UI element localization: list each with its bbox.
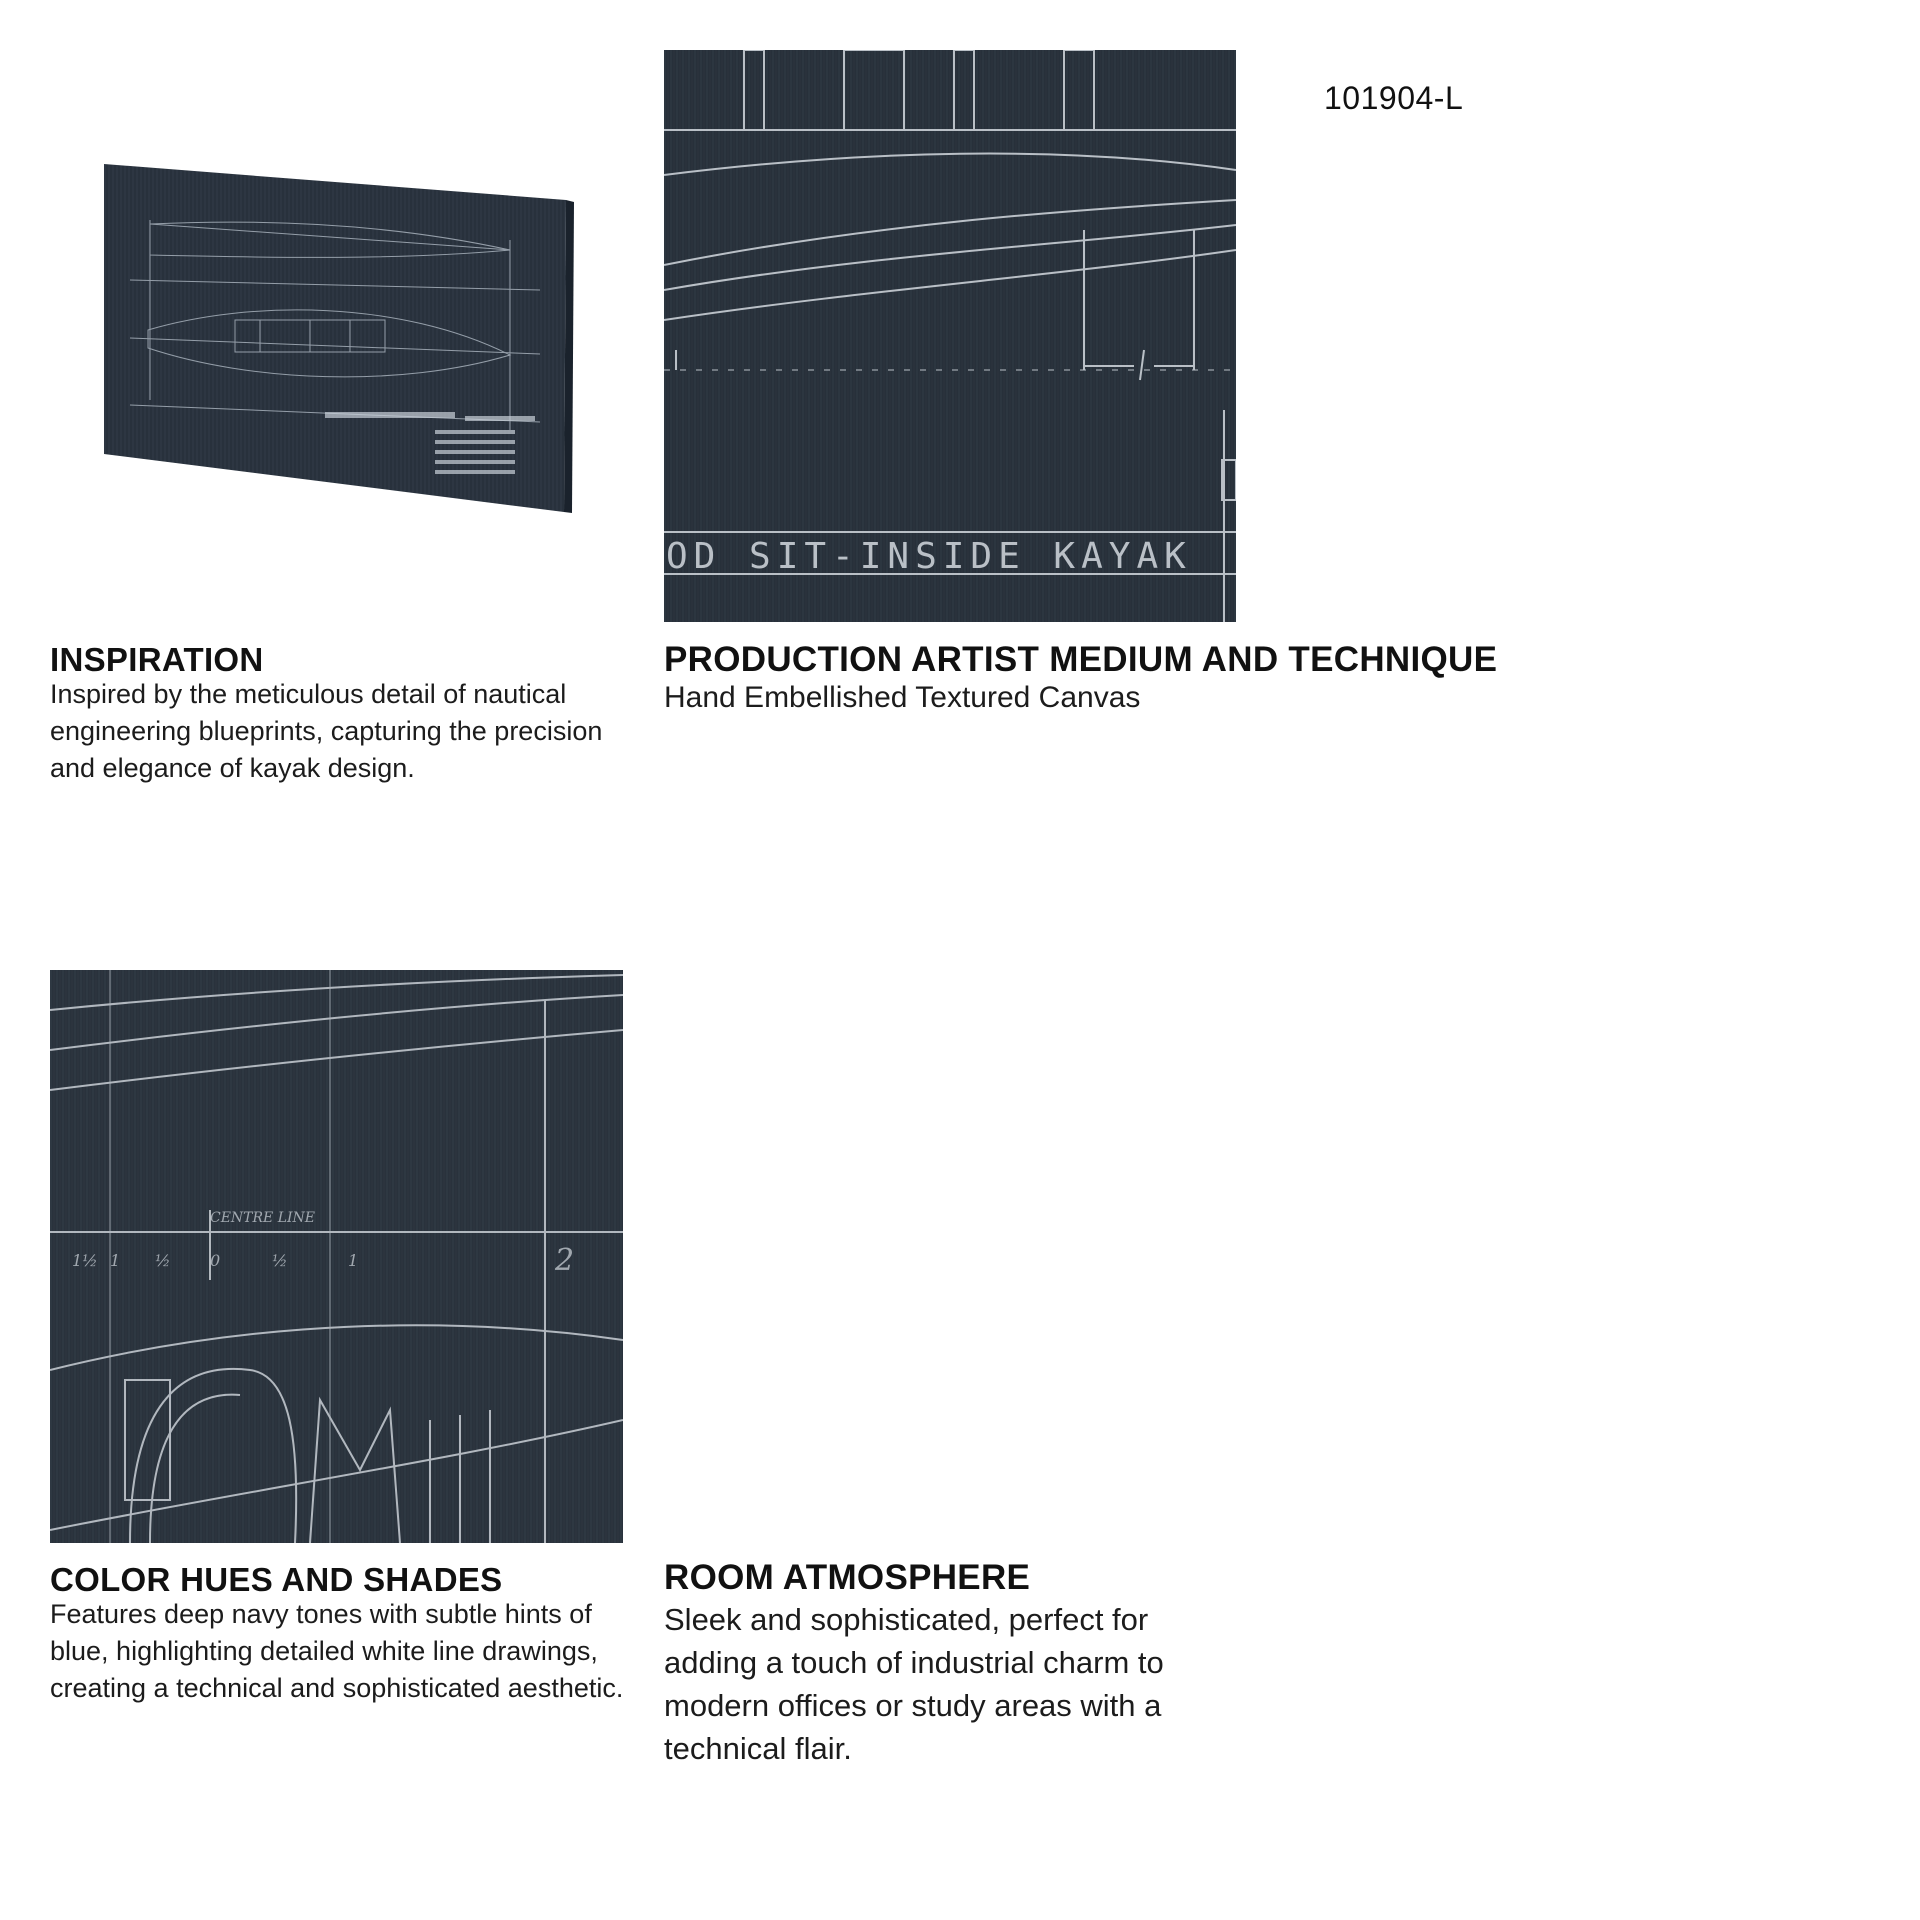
color-text: Features deep navy tones with subtle hints of blue, highlighting detailed white line drawings, creating a technical and sophisticated aesthetic.	[50, 1599, 624, 1703]
scale-mark: ½	[155, 1251, 171, 1270]
detail-image-title	[664, 50, 1236, 622]
detail-image-hull	[50, 970, 623, 1543]
medium-title: PRODUCTION ARTIST MEDIUM AND TECHNIQUE	[664, 640, 1498, 679]
room-text: Sleek and sophisticated, perfect for adding a touch of industrial charm to modern offices or study areas with a technical flair.	[664, 1602, 1164, 1766]
scale-mark: 0	[210, 1251, 221, 1270]
scale-mark: 1	[110, 1251, 121, 1270]
scale-mark: 1	[348, 1251, 359, 1270]
scale-mark: ½	[272, 1251, 288, 1270]
medium-text: Hand Embellished Textured Canvas	[664, 681, 1141, 714]
color-title: COLOR HUES AND SHADES	[50, 1561, 503, 1598]
scale-mark: 2	[555, 1243, 575, 1278]
inspiration-text: Inspired by the meticulous detail of nautical engineering blueprints, capturing the precision and elegance of kayak design.	[50, 679, 603, 783]
detail-kayak-label: OD SIT-INSIDE KAYAK	[666, 536, 1192, 577]
room-title: ROOM ATMOSPHERE	[664, 1558, 1031, 1597]
canvas-perspective	[100, 160, 580, 520]
scale-mark: 1½	[72, 1251, 98, 1270]
product-code: 101904-L	[1324, 80, 1464, 116]
product-canvas-image	[100, 160, 580, 520]
inspiration-title: INSPIRATION	[50, 641, 264, 678]
centre-line-label: CENTRE LINE	[210, 1210, 316, 1226]
